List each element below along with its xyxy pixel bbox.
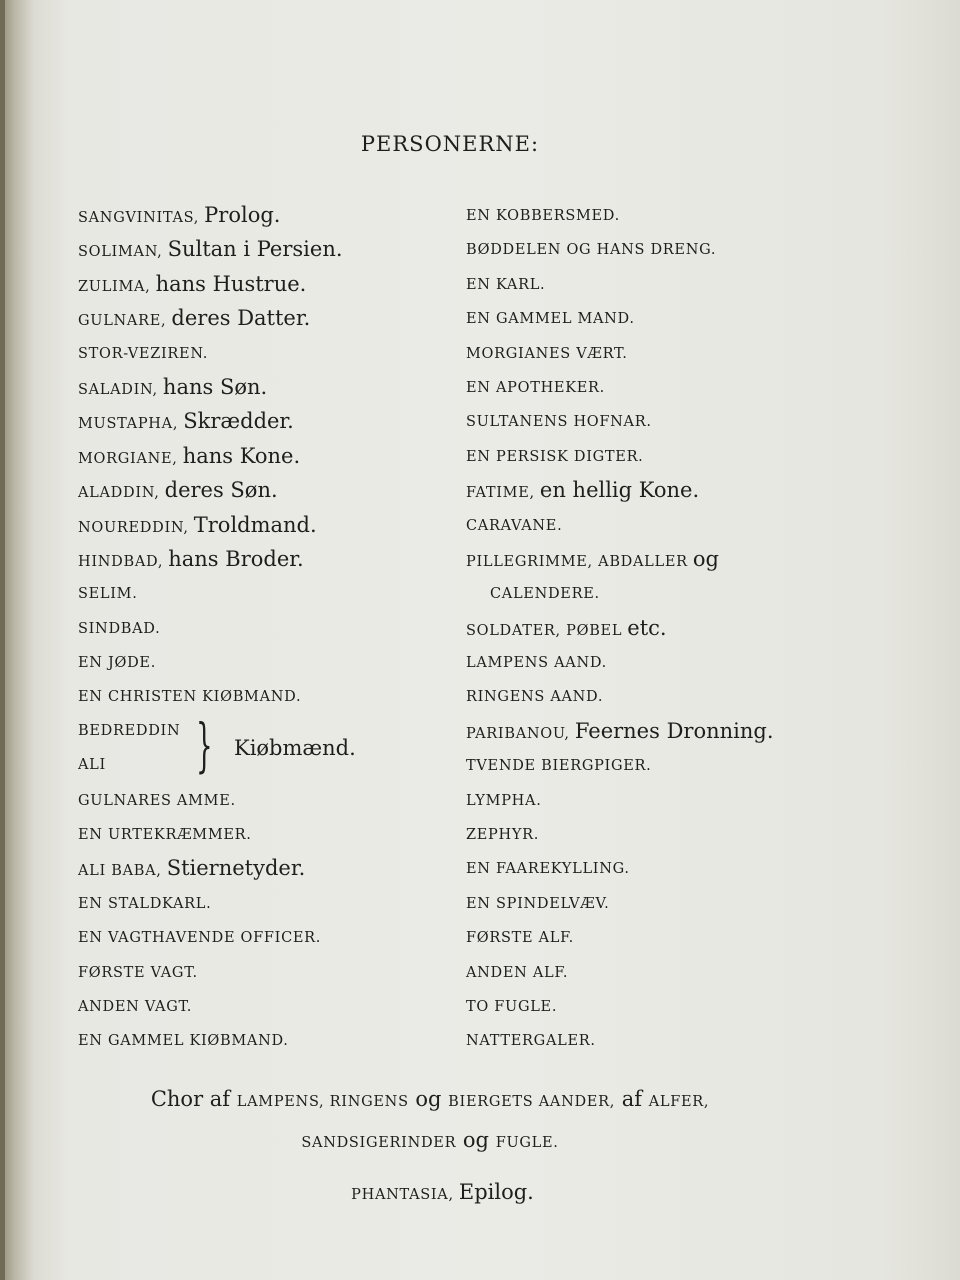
character-name: LYMPHA. [466, 792, 542, 809]
character-name: EN CHRISTEN KIØBMAND. [78, 689, 302, 706]
character-name: EN VAGTHAVENDE OFFICER. [78, 930, 322, 947]
cast-entry [466, 819, 774, 853]
cast-entry [466, 269, 774, 303]
cast-entry [466, 372, 774, 406]
character-role: en hellig Kone. [539, 478, 700, 503]
character-name: TVENDE BIERGPIGER. [466, 758, 652, 775]
chorus-segment: ALFER, [648, 1094, 710, 1110]
character-name: EN FAAREKYLLING. [466, 861, 630, 878]
character-role: etc. [627, 615, 667, 640]
character-name: CARAVANE. [466, 517, 563, 534]
character-role: deres Søn. [164, 478, 278, 503]
cast-entry [466, 544, 774, 578]
cast-entry [78, 234, 343, 268]
character-name: FØRSTE ALF. [466, 930, 574, 947]
character-name: ZULIMA, [78, 278, 151, 295]
character-name: SINDBAD. [78, 620, 161, 637]
cast-entry [78, 578, 343, 612]
grouped-name: BEDREDDIN [78, 722, 181, 739]
character-role: Skrædder. [183, 409, 294, 434]
chorus-segment: BIERGETS AANDER, [448, 1094, 616, 1110]
character-name: FØRSTE VAGT. [78, 964, 198, 981]
character-name: FATIME, [466, 485, 535, 502]
chorus-segment: FUGLE. [495, 1135, 559, 1151]
left-cast-column [78, 200, 356, 1060]
cast-entry [78, 613, 343, 647]
cast-entry [78, 991, 343, 1025]
brace-icon: } [196, 710, 213, 779]
character-role: Troldmand. [193, 512, 317, 537]
cast-entry [78, 1025, 343, 1059]
cast-entry [466, 510, 774, 544]
cast-entry [78, 372, 343, 406]
cast-entry [466, 681, 774, 715]
character-name: EN KARL. [466, 276, 546, 293]
character-name: MORGIANES VÆRT. [466, 345, 628, 362]
cast-entry [466, 234, 774, 268]
character-name: GULNARE, [78, 313, 167, 330]
cast-entry [466, 853, 774, 887]
cast-entry [78, 819, 343, 853]
cast-entry [78, 853, 343, 887]
epilog-name: PHANTASIA, [351, 1187, 454, 1203]
character-name: EN GAMMEL MAND. [466, 311, 635, 328]
character-name: LAMPENS AAND. [466, 655, 607, 672]
chorus-line-2 [301, 1128, 558, 1152]
character-name: EN SPINDELVÆV. [466, 895, 610, 912]
character-name: EN JØDE. [78, 655, 157, 672]
character-name: CALENDERE. [490, 586, 600, 603]
character-name: SELIM. [78, 586, 138, 603]
epilog-line [0, 1180, 885, 1204]
cast-entry [466, 991, 774, 1025]
character-name: PARIBANOU, [466, 725, 570, 742]
character-role: Prolog. [204, 203, 281, 227]
cast-entry [466, 716, 774, 750]
character-role: Feernes Dronning. [574, 718, 774, 743]
cast-entry [466, 475, 774, 509]
character-name: EN KOBBERSMED. [466, 208, 620, 224]
chorus-line-1 [151, 1087, 709, 1111]
cast-entry [78, 888, 343, 922]
character-name: EN URTEKRÆMMER. [78, 827, 252, 844]
character-name: EN GAMMEL KIØBMAND. [78, 1033, 289, 1050]
character-role: og [692, 546, 719, 571]
cast-entry [466, 957, 774, 991]
epilog-role: Epilog. [458, 1180, 534, 1204]
grouped-role: Kiøbmænd. [234, 735, 356, 760]
character-name: ALI BABA, [78, 863, 162, 880]
character-role: hans Hustrue. [155, 271, 307, 296]
character-name: SULTANENS HOFNAR. [466, 414, 652, 431]
character-name: MORGIANE, [78, 450, 178, 467]
cast-entry [78, 957, 343, 991]
character-role: deres Datter. [171, 306, 311, 331]
cast-entry [78, 338, 343, 372]
character-role: Stiernetyder. [166, 856, 306, 881]
cast-entry [78, 441, 343, 475]
character-role: Sultan i Persien. [167, 237, 343, 262]
character-name: EN PERSISK DIGTER. [466, 448, 644, 465]
cast-entry [466, 441, 774, 475]
cast-entry [78, 200, 343, 234]
grouped-characters [78, 710, 356, 785]
cast-entry [78, 785, 343, 819]
character-name: SANGVINITAS, [78, 210, 200, 226]
character-name: TO FUGLE. [466, 998, 558, 1015]
character-name: MUSTAPHA, [78, 416, 179, 433]
character-name: ZEPHYR. [466, 827, 540, 844]
grouped-name: ALI [78, 757, 106, 774]
character-name: EN STALDKARL. [78, 895, 212, 912]
character-name: BØDDELEN OG HANS DRENG. [466, 242, 717, 259]
cast-entry [78, 510, 343, 544]
character-role: hans Broder. [168, 546, 304, 571]
cast-entry [466, 406, 774, 440]
cast-entry [466, 922, 774, 956]
cast-entry [78, 544, 343, 578]
right-cast-column [466, 200, 774, 1060]
chorus-segment: LAMPENS, RINGENS [236, 1094, 409, 1110]
cast-entry [78, 406, 343, 440]
character-name: ALADDIN, [78, 485, 160, 502]
character-name: SALADIN, [78, 381, 158, 398]
cast-entry [466, 888, 774, 922]
character-name: STOR-VEZIREN. [78, 345, 209, 362]
chorus-segment: SANDSIGERINDER [301, 1135, 457, 1151]
grouped-names [78, 716, 180, 785]
cast-entry [466, 750, 774, 784]
character-name: GULNARES AMME. [78, 792, 236, 809]
chorus-segment: af [621, 1087, 642, 1111]
character-name: EN APOTHEKER. [466, 379, 605, 396]
cast-entry [466, 578, 774, 612]
character-name: PILLEGRIMME, ABDALLER [466, 553, 688, 570]
chorus-segment: Chor af [150, 1087, 231, 1111]
cast-entry [466, 338, 774, 372]
character-name: RINGENS AAND. [466, 689, 604, 706]
cast-entry [466, 647, 774, 681]
character-name: SOLDATER, PØBEL [466, 622, 623, 639]
cast-entry [78, 922, 343, 956]
left-cast-list-continued [78, 785, 343, 1060]
cast-entry [466, 613, 774, 647]
character-name: ANDEN ALF. [466, 964, 569, 981]
cast-entry [78, 647, 343, 681]
character-role: hans Søn. [162, 374, 268, 399]
right-cast-list [466, 200, 774, 1060]
character-name: NOUREDDIN, [78, 519, 189, 536]
cast-entry [466, 1025, 774, 1059]
cast-entry [78, 303, 343, 337]
character-name: ANDEN VAGT. [78, 999, 193, 1015]
cast-entry [466, 785, 774, 819]
character-role: hans Kone. [182, 443, 301, 468]
character-name: NATTERGALER. [466, 1033, 596, 1050]
cast-entry [78, 269, 343, 303]
cast-entry [78, 475, 343, 509]
character-name: HINDBAD, [78, 553, 164, 570]
chorus-note [0, 1080, 860, 1162]
left-cast-list [78, 200, 343, 716]
character-name: SOLIMAN, [78, 244, 163, 261]
chorus-segment: og [462, 1128, 489, 1152]
cast-entry [466, 200, 774, 234]
page-title: PERSONERNE: [360, 132, 540, 156]
chorus-segment: og [415, 1087, 442, 1111]
cast-entry [466, 303, 774, 337]
